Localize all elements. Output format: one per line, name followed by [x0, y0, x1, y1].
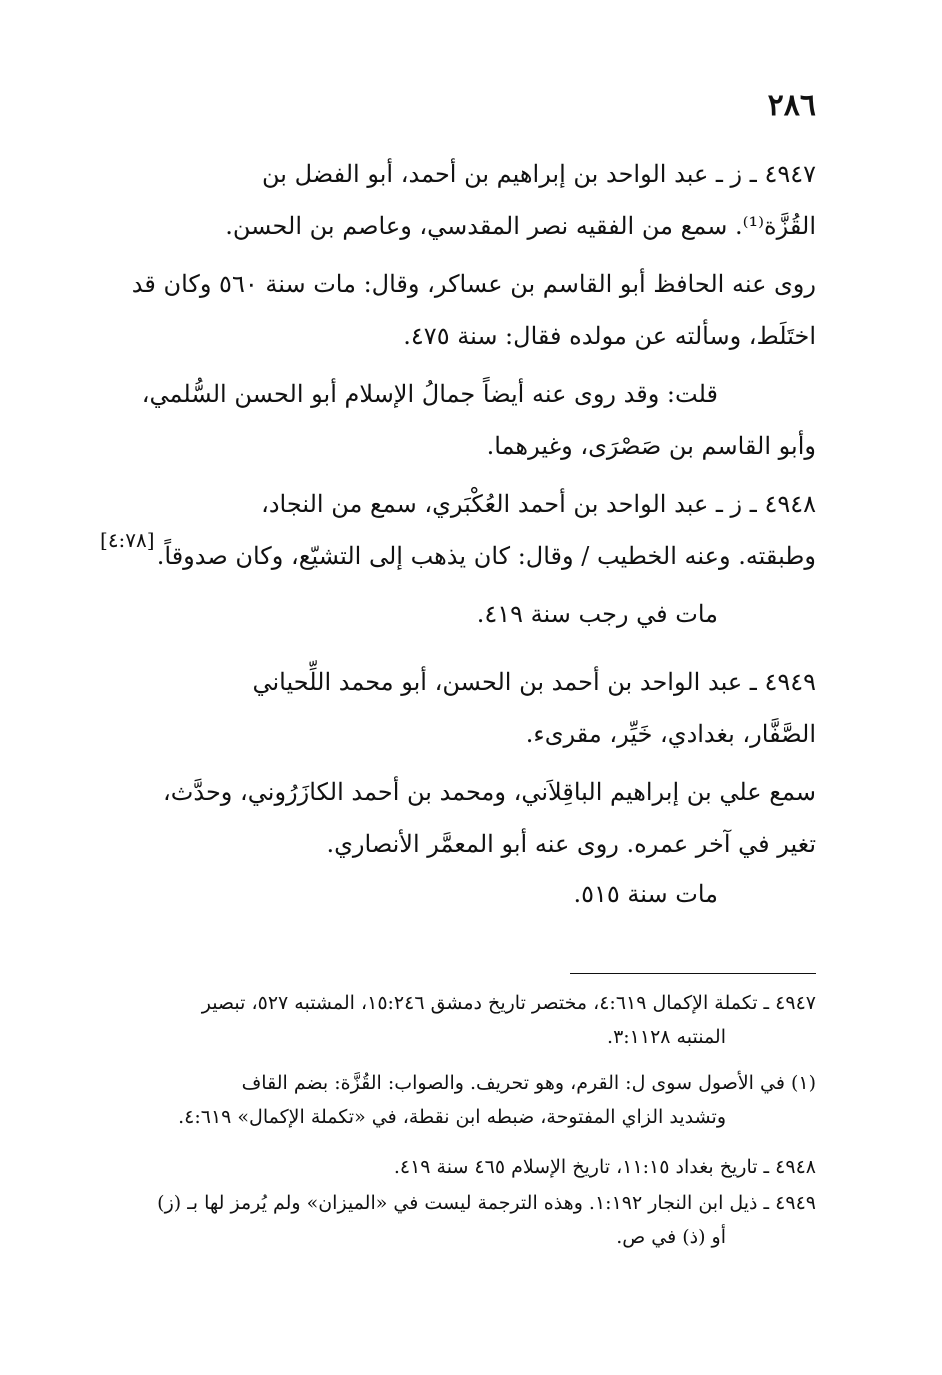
entry-4949-death — [116, 868, 816, 920]
footnote-4948-line-1: ٤٩٤٨ ـ تاريخ بغداد ١١:١٥، تاريخ الإسلام ٤٦٥ سنة ٤١٩. — [393, 1156, 816, 1178]
entry-4949-paragraph — [116, 656, 816, 760]
entry-4948-paragraph — [116, 478, 816, 582]
entry-4947-narration — [116, 258, 816, 362]
entry-4949-hearing — [116, 766, 816, 870]
entry-4947-comment — [116, 368, 816, 472]
page-number: ٢٨٦ — [767, 88, 816, 123]
death-line: مات في رجب سنة ٤١٩. — [476, 600, 718, 628]
footnote-1-line-2: وتشديد الزاي المفتوحة، ضبطه ابن نقطة، في «تكملة الإكمال» ٤:٦١٩. — [178, 1106, 726, 1128]
entry-4948-death — [116, 588, 816, 640]
death-line-2: مات سنة ٥١٥. — [573, 880, 718, 908]
entry-4947-paragraph — [116, 148, 816, 252]
narration-line-2: اختَلَط، وسألته عن مولده فقال: سنة ٤٧٥. — [403, 322, 816, 350]
footnote-4947-line-1: ٤٩٤٧ ـ تكملة الإكمال ٤:٦١٩، مختصر تاريخ دمشق ١٥:٢٤٦، المشتبه ٥٢٧، تبصير — [201, 992, 816, 1014]
entry-4947-line-1: ٤٩٤٧ ـ ز ـ عبد الواحد بن إبراهيم بن أحمد، أبو الفضل بن — [262, 160, 816, 188]
hearing-line-2: تغير في آخر عمره. روى عنه أبو المعمَّر الأنصاري. — [326, 830, 816, 858]
comment-line-2: وأبو القاسم بن صَصْرَى، وغيرهما. — [486, 432, 816, 460]
entry-4947-line-2: القُزَّة⁽¹⁾. سمع من الفقيه نصر المقدسي، وعاصم بن الحسن. — [225, 212, 816, 240]
footnote-4949-line-1: ٤٩٤٩ ـ ذيل ابن النجار ١:١٩٢. وهذه الترجمة ليست في «الميزان» ولم يُرمز لها بـ (ز) — [157, 1192, 816, 1214]
footnote-4949-line-2: أو (ذ) في ص. — [616, 1226, 726, 1248]
footnote-4948-sources — [96, 1150, 816, 1184]
comment-line-1: قلت: وقد روى عنه أيضاً جمالُ الإسلام أبو الحسن السُّلمي، — [141, 380, 718, 408]
entry-4948-line-2: وطبقته. وعنه الخطيب / وقال: كان يذهب إلى التشيّع، وكان صدوقاً. — [156, 542, 816, 570]
volume-page-marker: [٤:٧٨] — [100, 528, 155, 552]
footnote-1-line-1: (١) في الأصول سوى ل: القرم، وهو تحريف. والصواب: القُزَّة: بضم القاف — [241, 1072, 816, 1094]
entry-4949-line-2: الصَّفَّار، بغدادي، خَيِّر، مقرىء. — [525, 720, 816, 748]
footnote-4949-sources — [96, 1186, 816, 1254]
footnote-4947-line-2: المنتبه ٣:١١٢٨. — [607, 1026, 726, 1048]
footnote-separator — [570, 973, 816, 974]
footnote-4947-sources — [96, 986, 816, 1054]
entry-4948-line-1: ٤٩٤٨ ـ ز ـ عبد الواحد بن أحمد العُكْبَري، سمع من النجاد، — [261, 490, 816, 518]
hearing-line-1: سمع علي بن إبراهيم الباقِلاَني، ومحمد بن أحمد الكازَرُوني، وحدَّث، — [163, 778, 816, 806]
entry-4949-line-1: ٤٩٤٩ ـ عبد الواحد بن أحمد بن الحسن، أبو محمد اللِّحياني — [252, 668, 816, 696]
footnote-1 — [96, 1066, 816, 1134]
narration-line-1: روى عنه الحافظ أبو القاسم بن عساكر، وقال: مات سنة ٥٦٠ وكان قد — [131, 270, 816, 298]
